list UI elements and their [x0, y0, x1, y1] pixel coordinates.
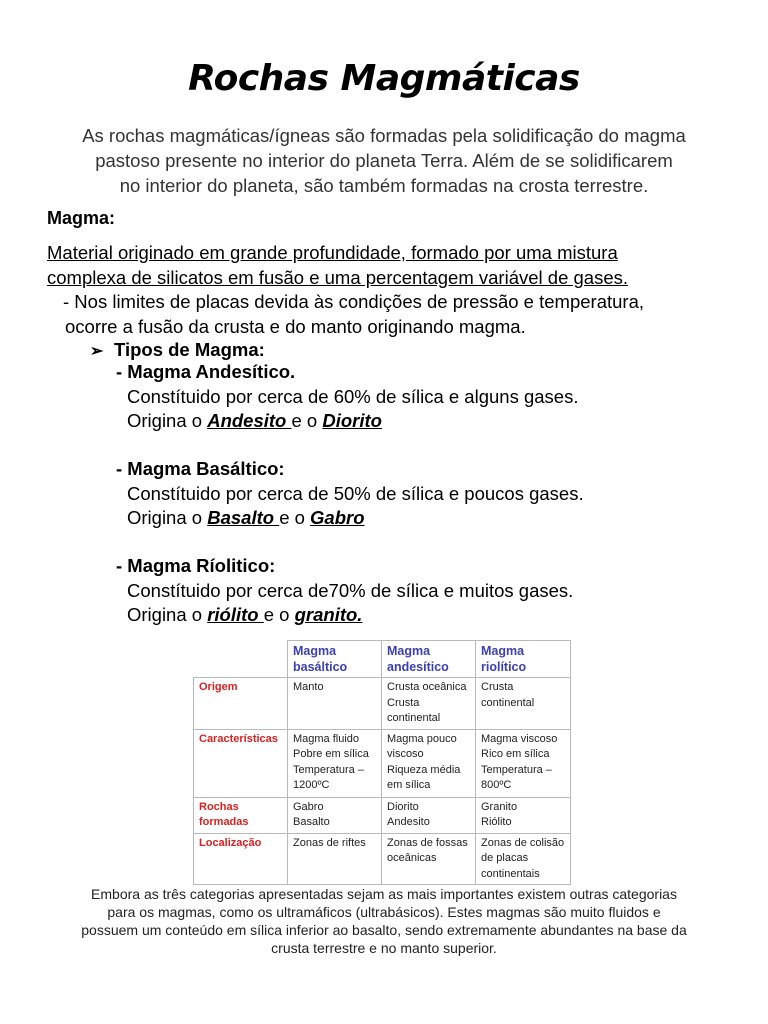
cell-line: em sílica: [387, 779, 431, 791]
definition-line: complexa de silicatos em fusão e uma percentagem variável de gases.: [47, 267, 628, 288]
cell-line: Magma: [293, 644, 337, 658]
rock-name: granito.: [294, 604, 363, 625]
magma-type-name: - Magma Basáltico:: [116, 458, 285, 479]
magma-origin-line: [116, 603, 573, 628]
footer-line: para os magmas, como os ultramáficos (ultrabásicos). Estes magmas são muito fluidos e: [107, 904, 661, 920]
cell-line: Características: [199, 732, 278, 745]
table-cell: [476, 797, 571, 833]
arrow-bullet-icon: ➢: [90, 343, 104, 360]
cell-line: Gabro: [293, 800, 324, 813]
table-header-row: [194, 641, 571, 678]
table-cell: [476, 729, 571, 797]
cell-line: andesítico: [387, 660, 449, 674]
rock-name: Diorito: [322, 410, 382, 431]
cell-line: Localização: [199, 836, 262, 849]
cell-line: Crusta: [387, 696, 420, 709]
cell-line: Magma: [481, 644, 525, 658]
column-header: [382, 641, 476, 678]
table-cell: [288, 833, 382, 885]
table-cell: [382, 797, 476, 833]
cell-line: de placas: [481, 852, 529, 864]
footer-line: Embora as três categorias apresentadas sejam as mais importantes existem outras categorias: [91, 886, 677, 902]
footer-line: crusta terrestre e no manto superior.: [271, 940, 497, 956]
magma-type-andesitic: [116, 360, 578, 434]
table-cell: [382, 833, 476, 885]
row-header: [194, 833, 288, 885]
conjunction-text: e o: [263, 604, 290, 625]
table-row: [194, 797, 571, 833]
cell-line: oceânicas: [387, 852, 437, 864]
row-header: [194, 678, 288, 730]
rock-name: Andesito: [207, 410, 292, 431]
cell-line: continental: [387, 712, 441, 724]
conjunction-text: e o: [291, 410, 318, 431]
cell-line: Rochas: [199, 800, 239, 813]
row-header: [194, 797, 288, 833]
cell-line: Magma viscoso: [481, 732, 558, 745]
cell-line: Diorito: [387, 800, 419, 813]
cell-line: 800ºC: [481, 779, 512, 791]
cell-line: Manto: [293, 681, 324, 693]
magma-type-rhyolitic: [116, 554, 573, 628]
cell-line: Origem: [199, 681, 238, 693]
definition-line: Material originado em grande profundidade, formado por uma mistura: [47, 242, 618, 263]
cell-line: Magma: [387, 644, 431, 658]
rock-name: Gabro: [310, 507, 365, 528]
cell-line: 1200ºC: [293, 779, 330, 791]
table-cell: [288, 797, 382, 833]
magma-types-label: Tipos de Magma:: [114, 339, 265, 360]
cell-line: formadas: [199, 816, 249, 828]
cell-line: Zonas de fossas: [387, 836, 468, 849]
cell-line: Crusta: [481, 681, 514, 693]
page-title: Rochas Magmáticas: [188, 58, 580, 99]
plate-limits-paragraph: [63, 289, 644, 339]
table-body: [194, 641, 571, 885]
cell-line: Zonas de riftes: [293, 836, 366, 849]
row-header: [194, 729, 288, 797]
magma-types-heading: [90, 339, 265, 361]
cell-line: viscoso: [387, 748, 424, 760]
magma-type-basaltic: [116, 457, 584, 531]
magma-definition: [47, 240, 628, 290]
cell-line: Temperatura –: [293, 763, 364, 776]
cell-line: Magma fluido: [293, 732, 360, 745]
magma-heading: Magma:: [47, 208, 116, 228]
intro-line: pastoso presente no interior do planeta Terra. Além de se solidificarem: [95, 150, 673, 171]
table-cell: [476, 678, 571, 730]
magma-type-name: - Magma Ríolitico:: [116, 555, 276, 576]
magma-composition: Constítuido por cerca de 50% de sílica e poucos gases.: [127, 482, 584, 504]
cell-line: Andesito: [387, 816, 430, 828]
cell-line: Rico em sílica: [481, 748, 550, 760]
footer-note: [30, 885, 738, 957]
table-cell: [476, 833, 571, 885]
magma-type-name: - Magma Andesítico.: [116, 361, 296, 382]
rock-name: Basalto: [207, 507, 280, 528]
limits-line: ocorre a fusão da crusta e do manto originando magma.: [65, 316, 526, 337]
table-cell: [288, 678, 382, 730]
rock-name: riólito: [207, 604, 264, 625]
magma-origin-line: [116, 506, 584, 531]
magma-comparison-table: [193, 640, 570, 878]
magma-origin-line: [116, 409, 578, 434]
cell-line: Magma pouco: [387, 732, 457, 745]
column-header: [476, 641, 571, 678]
table-corner-cell: [194, 641, 288, 678]
cell-line: Riqueza média: [387, 763, 461, 776]
limits-line: - Nos limites de placas devida às condições de pressão e temperatura,: [63, 291, 644, 312]
magma-composition: Constítuido por cerca de 60% de sílica e alguns gases.: [127, 385, 579, 407]
cell-line: Riólito: [481, 816, 512, 828]
cell-line: continentais: [481, 867, 540, 880]
origin-text: Origina o: [127, 507, 203, 528]
cell-line: Temperatura –: [481, 763, 552, 776]
table-row: [194, 833, 571, 885]
footer-line: possuem um conteúdo em sílica inferior ao basalto, sendo extremamente abundantes na base da: [81, 922, 687, 938]
cell-line: Basalto: [293, 816, 330, 828]
cell-line: basáltico: [293, 660, 348, 674]
cell-line: continental: [481, 696, 535, 709]
cell-line: Pobre em sílica: [293, 748, 369, 760]
column-header: [288, 641, 382, 678]
table-cell: [288, 729, 382, 797]
origin-text: Origina o: [127, 604, 203, 625]
origin-text: Origina o: [127, 410, 203, 431]
cell-line: Zonas de colisão: [481, 836, 565, 849]
table-row: [194, 729, 571, 797]
intro-line: As rochas magmáticas/ígneas são formadas pela solidificação do magma: [82, 125, 686, 146]
table-cell: [382, 678, 476, 730]
table-cell: [382, 729, 476, 797]
cell-line: Granito: [481, 800, 518, 813]
conjunction-text: e o: [279, 507, 305, 528]
comparison-table: [193, 640, 571, 885]
table-row: [194, 678, 571, 730]
intro-line: no interior do planeta, são também formadas na crosta terrestre.: [119, 175, 649, 196]
cell-line: riolítico: [481, 660, 527, 674]
magma-composition: Constítuido por cerca de70% de sílica e muitos gases.: [127, 579, 574, 601]
cell-line: Crusta oceânica: [387, 681, 467, 693]
intro-paragraph: [40, 123, 728, 198]
